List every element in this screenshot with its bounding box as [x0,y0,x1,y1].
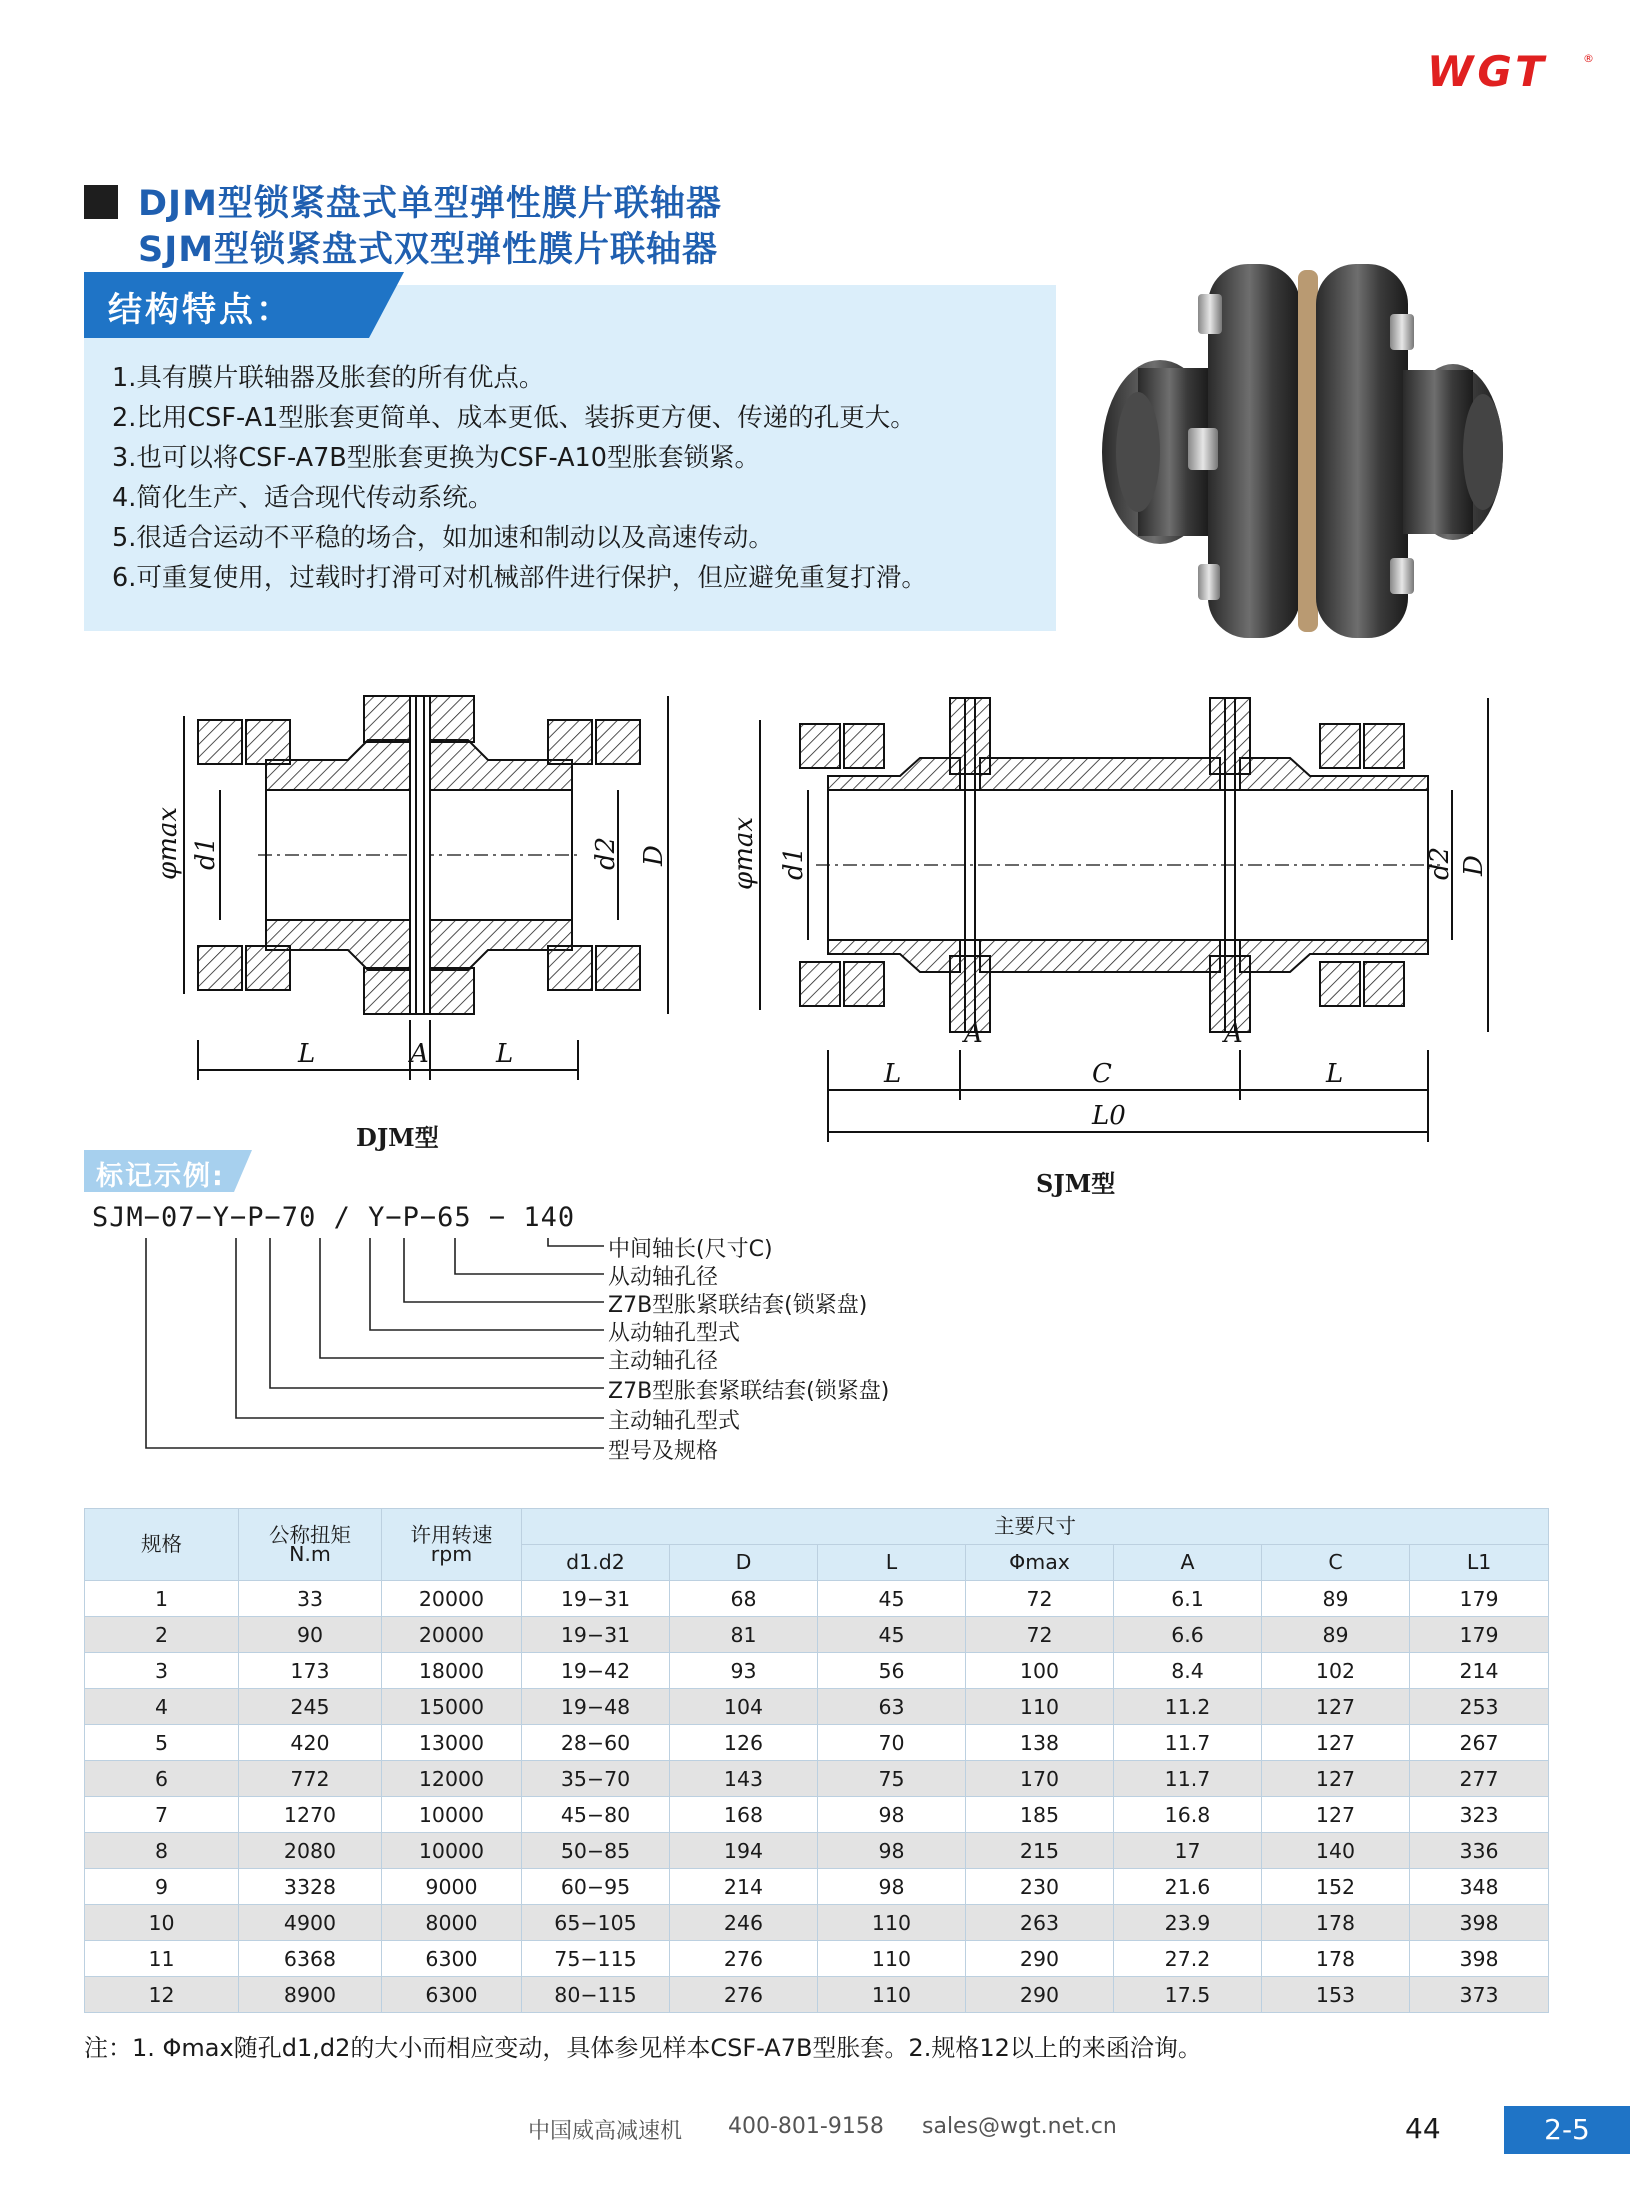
table-cell: 6300 [382,1977,522,2013]
table-cell: 6300 [382,1941,522,1977]
header-speed-unit: rpm [430,1541,473,1566]
table-cell: 336 [1410,1833,1549,1869]
table-cell: 11.7 [1114,1761,1262,1797]
feature-item: 6.可重复使用，过载时打滑可对机械部件进行保护，但应避免重复打滑。 [112,563,927,593]
table-cell: 10000 [382,1833,522,1869]
table-cell: 143 [670,1761,818,1797]
table-cell: 65−105 [522,1905,670,1941]
title-square-icon [84,185,118,219]
table-cell: 290 [966,1977,1114,2013]
table-cell: 373 [1410,1977,1549,2013]
table-cell: 170 [966,1761,1114,1797]
page-title-line2: SJM型锁紧盘式双型弹性膜片联轴器 [138,230,719,270]
marking-heading: 标记示例: [96,1161,225,1192]
marking-code: SJM−07−Y−P−70 / Y−P−65 − 140 [92,1202,576,1233]
table-row [85,1761,1549,1797]
table-cell: 68 [670,1581,818,1617]
table-cell: 168 [670,1797,818,1833]
table-cell: 21.6 [1114,1869,1262,1905]
feature-item: 5.很适合运动不平稳的场合，如加速和制动以及高速传动。 [112,523,774,553]
table-cell: 2080 [239,1833,382,1869]
table-cell: 179 [1410,1581,1549,1617]
table-cell: 17 [1114,1833,1262,1869]
table-cell: 6368 [239,1941,382,1977]
table-cell: 267 [1410,1725,1549,1761]
table-row [85,1869,1549,1905]
table-cell: 214 [670,1869,818,1905]
sjm-label-L0: L0 [1092,1101,1126,1131]
djm-label-A: A [410,1039,429,1069]
page-number: 44 [1405,2112,1441,2145]
table-cell: 12 [85,1977,239,2013]
table-cell: 214 [1410,1653,1549,1689]
table-cell: 13000 [382,1725,522,1761]
table-cell: 102 [1262,1653,1410,1689]
table-row [85,1653,1549,1689]
table-cell: 93 [670,1653,818,1689]
table-row [85,1797,1549,1833]
sjm-label-A-right: A [1224,1019,1243,1049]
table-cell: 45 [818,1617,966,1653]
table-cell: 10000 [382,1797,522,1833]
table-cell: 75−115 [522,1941,670,1977]
table-cell: 19−31 [522,1617,670,1653]
table-cell: 8 [85,1833,239,1869]
table-cell: 19−31 [522,1581,670,1617]
table-row [85,1725,1549,1761]
table-cell: 420 [239,1725,382,1761]
table-cell: 8900 [239,1977,382,2013]
marking-label: Z7B型胀套紧联结套(锁紧盘) [608,1379,890,1404]
table-cell: 110 [818,1941,966,1977]
djm-label-D: D [639,845,669,866]
table-cell: 45−80 [522,1797,670,1833]
table-cell: 348 [1410,1869,1549,1905]
header-col: Φmax [966,1545,1114,1581]
djm-label-d2: d2 [591,836,621,870]
table-cell: 6 [85,1761,239,1797]
table-cell: 246 [670,1905,818,1941]
sjm-label-phimax: φmax [729,816,759,890]
table-cell: 127 [1262,1761,1410,1797]
table-cell: 15000 [382,1689,522,1725]
table-cell: 127 [1262,1689,1410,1725]
table-cell: 8000 [382,1905,522,1941]
table-cell: 9000 [382,1869,522,1905]
table-cell: 2 [85,1617,239,1653]
table-cell: 140 [1262,1833,1410,1869]
table-cell: 98 [818,1869,966,1905]
sjm-label-D: D [1459,855,1489,876]
footer-company: 中国威高减速机 [528,2119,683,2144]
table-cell: 90 [239,1617,382,1653]
header-speed-label: 许用转速 [410,1522,493,1547]
table-cell: 277 [1410,1761,1549,1797]
table-cell: 33 [239,1581,382,1617]
table-cell: 6.6 [1114,1617,1262,1653]
table-cell: 1270 [239,1797,382,1833]
header-torque [239,1509,382,1581]
table-cell: 398 [1410,1905,1549,1941]
table-cell: 215 [966,1833,1114,1869]
table-cell: 127 [1262,1797,1410,1833]
header-col: d1.d2 [522,1545,670,1581]
table-cell: 178 [1262,1941,1410,1977]
table-cell: 276 [670,1977,818,2013]
table-row [85,1941,1549,1977]
table-cell: 8.4 [1114,1653,1262,1689]
feature-item: 3.也可以将CSF-A7B型胀套更换为CSF-A10型胀套锁紧。 [112,443,760,473]
table-cell: 20000 [382,1581,522,1617]
table-cell: 23.9 [1114,1905,1262,1941]
sjm-label-L-right: L [1326,1059,1344,1089]
features-heading: 结构特点： [108,290,293,330]
coupling-photo [1098,258,1528,646]
table-cell: 110 [818,1905,966,1941]
wgt-logo [1425,48,1595,94]
table-cell: 12000 [382,1761,522,1797]
marking-label: 主动轴孔型式 [608,1409,741,1434]
table-cell: 4 [85,1689,239,1725]
table-row [85,1905,1549,1941]
djm-label-phimax: φmax [153,806,183,880]
table-cell: 185 [966,1797,1114,1833]
table-cell: 75 [818,1761,966,1797]
table-cell: 60−95 [522,1869,670,1905]
table-note: 注：1. Φmax随孔d1,d2的大小而相应变动，具体参见样本CSF-A7B型胀套。2.规格12以上的来函洽询。 [84,2034,1202,2062]
table-cell: 138 [966,1725,1114,1761]
table-cell: 194 [670,1833,818,1869]
footer-phone: 400-801-9158 [728,2114,884,2139]
table-cell: 19−42 [522,1653,670,1689]
table-cell: 398 [1410,1941,1549,1977]
sjm-label-A-left: A [964,1019,983,1049]
table-cell: 290 [966,1941,1114,1977]
header-torque-unit: N.m [289,1541,331,1566]
table-cell: 20000 [382,1617,522,1653]
table-cell: 98 [818,1833,966,1869]
table-cell: 245 [239,1689,382,1725]
table-cell: 35−70 [522,1761,670,1797]
table-cell: 72 [966,1617,1114,1653]
table-row [85,1833,1549,1869]
table-cell: 152 [1262,1869,1410,1905]
table-cell: 16.8 [1114,1797,1262,1833]
table-cell: 7 [85,1797,239,1833]
header-col: L [818,1545,966,1581]
table-cell: 18000 [382,1653,522,1689]
marking-label: Z7B型胀紧联结套(锁紧盘) [608,1293,868,1318]
feature-item: 1.具有膜片联轴器及胀套的所有优点。 [112,363,545,393]
logo-text: WGT [1427,48,1548,94]
feature-item: 2.比用CSF-A1型胀套更简单、成本更低、装拆更方便、传递的孔更大。 [112,403,916,433]
table-cell: 253 [1410,1689,1549,1725]
footer-email: sales@wgt.net.cn [922,2114,1117,2139]
marking-label: 从动轴孔型式 [608,1321,741,1346]
marking-label: 主动轴孔径 [608,1349,719,1374]
table-cell: 4900 [239,1905,382,1941]
table-cell: 27.2 [1114,1941,1262,1977]
header-main-dims: 主要尺寸 [522,1509,1549,1545]
table-cell: 9 [85,1869,239,1905]
table-cell: 70 [818,1725,966,1761]
header-col: L1 [1410,1545,1549,1581]
table-cell: 3328 [239,1869,382,1905]
table-cell: 772 [239,1761,382,1797]
logo-registered-mark: ® [1583,52,1594,65]
table-row [85,1581,1549,1617]
sjm-label-d2: d2 [1425,846,1455,880]
djm-caption: DJM型 [356,1123,439,1152]
spec-table [84,1508,1549,2013]
table-cell: 1 [85,1581,239,1617]
djm-label-L-right: L [496,1039,514,1069]
table-cell: 10 [85,1905,239,1941]
table-cell: 110 [966,1689,1114,1725]
table-cell: 100 [966,1653,1114,1689]
table-cell: 89 [1262,1617,1410,1653]
table-cell: 104 [670,1689,818,1725]
djm-section-drawing [148,680,688,1100]
table-cell: 72 [966,1581,1114,1617]
table-cell: 81 [670,1617,818,1653]
table-cell: 127 [1262,1725,1410,1761]
marking-label: 中间轴长(尺寸C) [608,1237,773,1262]
table-cell: 5 [85,1725,239,1761]
table-cell: 80−115 [522,1977,670,2013]
sjm-label-L-left: L [884,1059,902,1089]
table-cell: 98 [818,1797,966,1833]
sjm-label-d1: d1 [779,846,809,880]
header-speed [382,1509,522,1581]
table-row [85,1617,1549,1653]
table-cell: 45 [818,1581,966,1617]
table-cell: 276 [670,1941,818,1977]
header-col: C [1262,1545,1410,1581]
table-cell: 19−48 [522,1689,670,1725]
djm-label-L-left: L [298,1039,316,1069]
sjm-caption: SJM型 [1036,1169,1116,1198]
feature-item: 4.简化生产、适合现代传动系统。 [112,483,494,513]
header-torque-label: 公称扭矩 [269,1522,351,1547]
table-cell: 153 [1262,1977,1410,2013]
spec-table-body [85,1581,1549,2013]
marking-label: 从动轴孔径 [608,1265,719,1290]
table-row [85,1689,1549,1725]
header-col: A [1114,1545,1262,1581]
table-cell: 56 [818,1653,966,1689]
header-spec: 规格 [85,1509,239,1581]
sjm-section-drawing [720,680,1520,1150]
table-cell: 11.2 [1114,1689,1262,1725]
table-cell: 28−60 [522,1725,670,1761]
table-cell: 50−85 [522,1833,670,1869]
table-cell: 89 [1262,1581,1410,1617]
table-cell: 11 [85,1941,239,1977]
table-row [85,1977,1549,2013]
table-cell: 126 [670,1725,818,1761]
features-list [112,358,927,598]
table-cell: 263 [966,1905,1114,1941]
table-cell: 173 [239,1653,382,1689]
table-cell: 178 [1262,1905,1410,1941]
marking-label: 型号及规格 [608,1439,719,1464]
table-cell: 110 [818,1977,966,2013]
table-cell: 3 [85,1653,239,1689]
table-cell: 179 [1410,1617,1549,1653]
section-tab: 2-5 [1504,2106,1630,2154]
sjm-label-C: C [1092,1059,1112,1089]
djm-label-d1: d1 [191,836,221,870]
table-cell: 17.5 [1114,1977,1262,2013]
table-cell: 323 [1410,1797,1549,1833]
page-title-line1: DJM型锁紧盘式单型弹性膜片联轴器 [138,184,722,224]
table-cell: 11.7 [1114,1725,1262,1761]
header-col: D [670,1545,818,1581]
table-cell: 230 [966,1869,1114,1905]
table-cell: 63 [818,1689,966,1725]
table-cell: 6.1 [1114,1581,1262,1617]
